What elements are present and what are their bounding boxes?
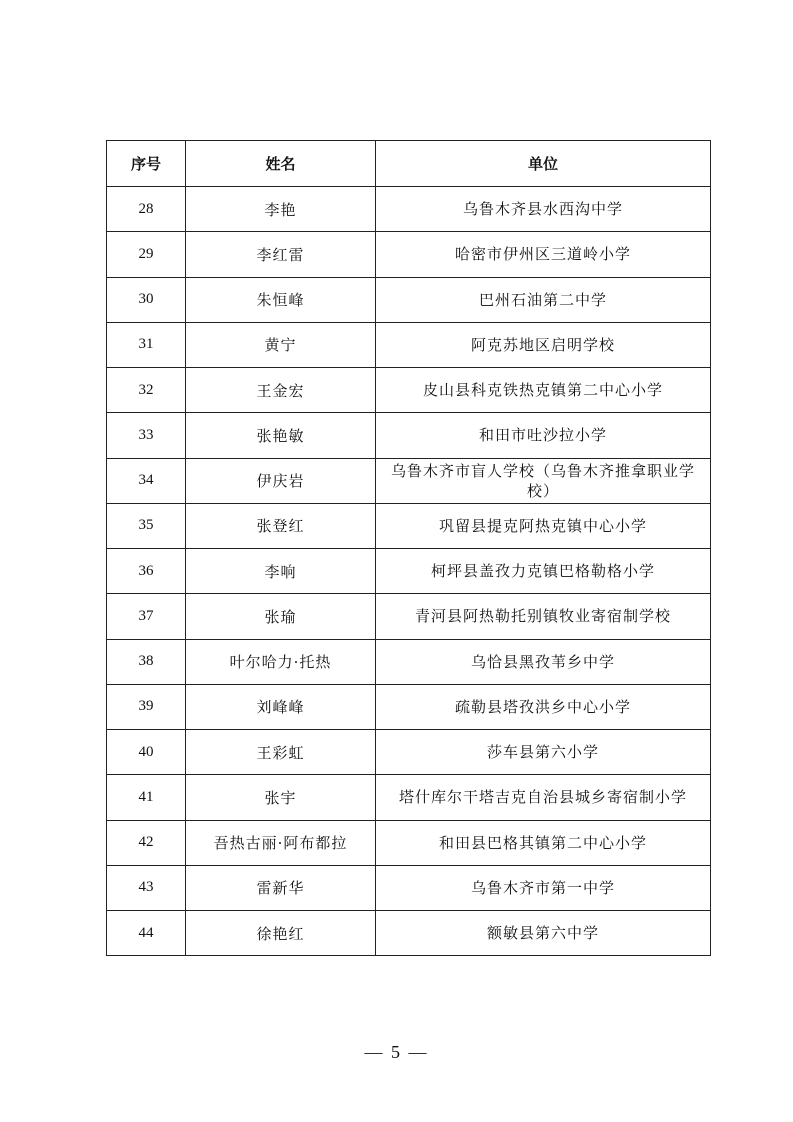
table-row	[107, 503, 711, 548]
row-unit: 青河县阿热勒托别镇牧业寄宿制学校	[376, 594, 711, 639]
row-name: 徐艳红	[186, 911, 376, 956]
table-header	[107, 141, 711, 187]
row-index: 39	[107, 684, 186, 729]
row-index: 41	[107, 775, 186, 820]
row-index: 37	[107, 594, 186, 639]
row-index: 33	[107, 413, 186, 458]
row-index: 28	[107, 187, 186, 232]
row-index: 43	[107, 865, 186, 910]
row-name: 张瑜	[186, 594, 376, 639]
row-name: 王金宏	[186, 368, 376, 413]
row-name: 伊庆岩	[186, 458, 376, 503]
row-unit: 乌鲁木齐市第一中学	[376, 865, 711, 910]
table-row	[107, 865, 711, 910]
awardee-table	[106, 140, 711, 956]
row-index: 40	[107, 730, 186, 775]
row-index: 29	[107, 232, 186, 277]
row-index: 36	[107, 549, 186, 594]
row-unit: 巩留县提克阿热克镇中心小学	[376, 503, 711, 548]
row-name: 张艳敏	[186, 413, 376, 458]
table-row	[107, 594, 711, 639]
header-row	[107, 141, 711, 187]
table-body	[107, 187, 711, 956]
row-name: 王彩虹	[186, 730, 376, 775]
row-name: 李响	[186, 549, 376, 594]
row-index: 31	[107, 322, 186, 367]
table-row	[107, 684, 711, 729]
row-unit: 和田市吐沙拉小学	[376, 413, 711, 458]
row-index: 38	[107, 639, 186, 684]
table-row	[107, 549, 711, 594]
header-index: 序号	[107, 141, 186, 187]
row-name: 张宇	[186, 775, 376, 820]
table-row	[107, 458, 711, 503]
row-name: 朱恒峰	[186, 277, 376, 322]
table-row	[107, 820, 711, 865]
row-unit: 柯坪县盖孜力克镇巴格勒格小学	[376, 549, 711, 594]
row-index: 32	[107, 368, 186, 413]
row-index: 44	[107, 911, 186, 956]
row-unit: 巴州石油第二中学	[376, 277, 711, 322]
header-unit: 单位	[376, 141, 711, 187]
row-index: 30	[107, 277, 186, 322]
table-row	[107, 322, 711, 367]
row-unit: 乌鲁木齐市盲人学校（乌鲁木齐推拿职业学校）	[376, 458, 711, 503]
row-unit: 塔什库尔干塔吉克自治县城乡寄宿制小学	[376, 775, 711, 820]
row-unit: 疏勒县塔孜洪乡中心小学	[376, 684, 711, 729]
row-unit: 乌鲁木齐县水西沟中学	[376, 187, 711, 232]
row-name: 雷新华	[186, 865, 376, 910]
row-unit: 乌恰县黑孜苇乡中学	[376, 639, 711, 684]
row-name: 叶尔哈力·托热	[186, 639, 376, 684]
table-row	[107, 277, 711, 322]
row-name: 张登红	[186, 503, 376, 548]
page-number: — 5 —	[364, 1042, 429, 1062]
row-index: 34	[107, 458, 186, 503]
table-row	[107, 639, 711, 684]
awardee-table-container	[106, 140, 710, 956]
row-unit: 和田县巴格其镇第二中心小学	[376, 820, 711, 865]
row-name: 李红雷	[186, 232, 376, 277]
row-unit: 皮山县科克铁热克镇第二中心小学	[376, 368, 711, 413]
header-name: 姓名	[186, 141, 376, 187]
row-unit: 哈密市伊州区三道岭小学	[376, 232, 711, 277]
table-row	[107, 730, 711, 775]
row-name: 刘峰峰	[186, 684, 376, 729]
table-row	[107, 187, 711, 232]
row-name: 李艳	[186, 187, 376, 232]
table-row	[107, 368, 711, 413]
row-unit: 莎车县第六小学	[376, 730, 711, 775]
table-row	[107, 232, 711, 277]
row-index: 42	[107, 820, 186, 865]
row-index: 35	[107, 503, 186, 548]
row-name: 吾热古丽·阿布都拉	[186, 820, 376, 865]
table-row	[107, 775, 711, 820]
table-row	[107, 413, 711, 458]
row-unit: 阿克苏地区启明学校	[376, 322, 711, 367]
row-name: 黄宁	[186, 322, 376, 367]
table-row	[107, 911, 711, 956]
row-unit: 额敏县第六中学	[376, 911, 711, 956]
